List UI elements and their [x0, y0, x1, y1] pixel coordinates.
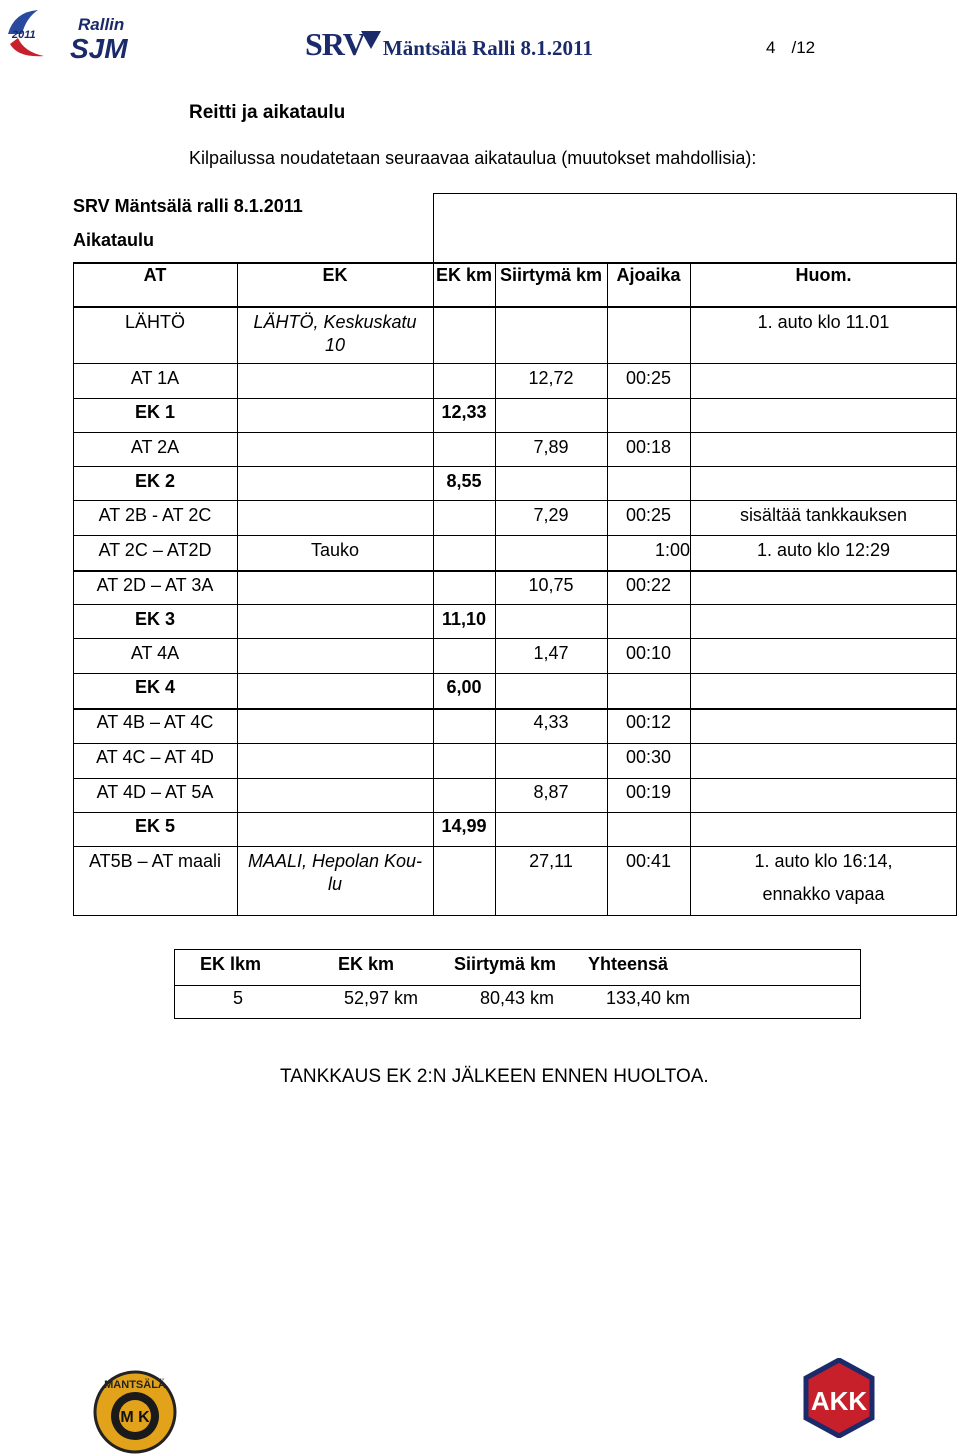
svg-text:Rallin: Rallin	[78, 15, 125, 34]
row-line	[73, 398, 957, 399]
row-at1a-ajoaika: 00:25	[625, 368, 672, 388]
row-line	[73, 673, 957, 674]
row-ek1-ekkm: 12,33	[441, 402, 487, 422]
row-at2d-siirtyma: 10,75	[528, 575, 574, 595]
page-number	[766, 38, 815, 58]
row-maali-huom-line2: ennakko vapaa	[762, 884, 885, 904]
row-at4c-ajoaika: 00:30	[625, 747, 672, 767]
row-lahto-huom: 1. auto klo 11.01	[757, 312, 890, 332]
header-bottom-line	[73, 306, 957, 308]
header-ek: EK	[322, 265, 348, 285]
row-at2c-ek: Tauko	[310, 540, 360, 560]
row-maali-huom-line1: 1. auto klo 16:14,	[754, 851, 893, 871]
row-maali-ajoaika: 00:41	[625, 851, 672, 871]
row-lahto-ek-line2: 10	[324, 335, 346, 355]
row-ek3-at: EK 3	[134, 609, 176, 629]
intro-text: Kilpailussa noudatetaan seuraavaa aikataulua (muutokset mahdollisia):	[189, 148, 757, 168]
row-at4a-ajoaika: 00:10	[625, 643, 672, 663]
summary-header-ek-km: EK km	[338, 954, 395, 974]
row-at4a-at: AT 4A	[130, 643, 180, 663]
summary-table	[174, 949, 861, 1019]
summary-value-ek-km: 52,97 km	[344, 988, 419, 1008]
schedule-subtitle: Aikataulu	[73, 230, 155, 250]
row-at2b-ajoaika: 00:25	[625, 505, 672, 525]
row-ek2-at: EK 2	[134, 471, 176, 491]
svg-text:MANTSÄLÄ: MANTSÄLÄ	[104, 1379, 166, 1391]
row-line	[73, 638, 957, 639]
row-at4b-siirtyma: 4,33	[533, 712, 569, 732]
rallin-sjm-logo	[4, 4, 128, 66]
event-title: Mäntsälä Ralli 8.1.2011	[382, 36, 593, 60]
row-line	[73, 812, 957, 813]
svg-text:M K: M K	[120, 1409, 150, 1426]
row-line	[73, 363, 957, 364]
row-at2c-at: AT 2C – AT2D	[98, 540, 212, 560]
row-ek1-at: EK 1	[134, 402, 176, 422]
svg-text:2011: 2011	[12, 29, 36, 41]
section-title: Reitti ja aikataulu	[189, 102, 346, 123]
row-ek4-at: EK 4	[134, 677, 176, 697]
row-at2a-at: AT 2A	[130, 437, 180, 457]
row-ek4-ekkm: 6,00	[446, 677, 482, 697]
summary-header-ek-lkm: EK lkm	[200, 954, 262, 974]
summary-header-yhteensa: Yhteensä	[588, 954, 669, 974]
row-at2d-at: AT 2D – AT 3A	[96, 575, 214, 595]
srv-brand: SRV	[305, 26, 365, 62]
row-at2a-ajoaika: 00:18	[625, 437, 672, 457]
page-current: 4	[766, 38, 776, 57]
header-huom: Huom.	[795, 265, 852, 285]
row-at1a-siirtyma: 12,72	[528, 368, 574, 388]
svg-text:SJM: SJM	[70, 33, 128, 64]
row-at2b-at: AT 2B - AT 2C	[98, 505, 212, 525]
summary-divider	[175, 985, 860, 986]
row-line	[73, 432, 957, 433]
row-at1a-at: AT 1A	[130, 368, 180, 388]
row-at4d-at: AT 4D – AT 5A	[96, 782, 214, 802]
summary-value-siirtyma-km: 80,43 km	[480, 988, 555, 1008]
summary-value-ek-lkm: 5	[233, 988, 244, 1008]
row-at2c-ajoaika: 1:00	[654, 540, 690, 560]
row-ek5-at: EK 5	[134, 816, 176, 836]
header-ajoaika: Ajoaika	[616, 265, 681, 285]
row-lahto-at: LÄHTÖ	[124, 312, 185, 332]
row-maali-at: AT5B – AT maali	[88, 851, 222, 871]
header-title	[305, 26, 593, 63]
row-line	[73, 846, 957, 847]
table-border-bottom	[73, 915, 957, 916]
row-maali-siirtyma: 27,11	[529, 851, 573, 871]
row-line	[73, 743, 957, 744]
row-ek2-ekkm: 8,55	[446, 471, 482, 491]
mantsala-mk-logo	[90, 1366, 180, 1454]
row-at2c-huom: 1. auto klo 12:29	[756, 540, 891, 560]
summary-header-siirtyma-km: Siirtymä km	[454, 954, 557, 974]
footer-note: TANKKAUS EK 2:N JÄLKEEN ENNEN HUOLTOA.	[280, 1066, 709, 1087]
title-divider	[433, 193, 434, 262]
row-line	[73, 570, 957, 572]
row-at4a-siirtyma: 1,47	[533, 643, 569, 663]
row-line	[73, 466, 957, 467]
row-line	[73, 708, 957, 710]
table-border-top	[433, 193, 957, 194]
row-at4b-ajoaika: 00:12	[625, 712, 672, 732]
row-maali-ek-line2: lu	[327, 874, 342, 894]
page-total: /12	[791, 38, 816, 57]
header-at: AT	[143, 265, 167, 285]
row-maali-ek-line1: MAALI, Hepolan Kou-	[247, 851, 423, 871]
row-lahto-ek-line1: LÄHTÖ, Keskuskatu	[253, 312, 417, 332]
row-ek5-ekkm: 14,99	[441, 816, 487, 836]
row-at4d-siirtyma: 8,87	[533, 782, 569, 802]
col-divider-1	[237, 262, 238, 916]
srv-triangle-icon	[361, 31, 381, 49]
row-at2b-huom: sisältää tankkauksen	[739, 505, 908, 525]
row-at4d-ajoaika: 00:19	[625, 782, 672, 802]
akk-logo	[800, 1358, 878, 1438]
header-ek-km: EK km	[435, 265, 493, 285]
row-line	[73, 778, 957, 779]
row-at2a-siirtyma: 7,89	[533, 437, 569, 457]
summary-value-yhteensa: 133,40 km	[606, 988, 691, 1008]
schedule-title: SRV Mäntsälä ralli 8.1.2011	[73, 196, 303, 216]
col-divider-5	[690, 262, 691, 916]
row-line	[73, 604, 957, 605]
row-line	[73, 500, 957, 501]
row-at4b-at: AT 4B – AT 4C	[96, 712, 214, 732]
row-at2d-ajoaika: 00:22	[625, 575, 672, 595]
row-ek3-ekkm: 11,10	[441, 609, 487, 629]
row-at2b-siirtyma: 7,29	[533, 505, 569, 525]
row-at4c-at: AT 4C – AT 4D	[96, 747, 214, 767]
row-line	[73, 535, 957, 536]
svg-text:AKK: AKK	[810, 1386, 868, 1416]
header-siirtyma-km: Siirtymä km	[499, 265, 603, 285]
schedule-table	[73, 193, 957, 916]
